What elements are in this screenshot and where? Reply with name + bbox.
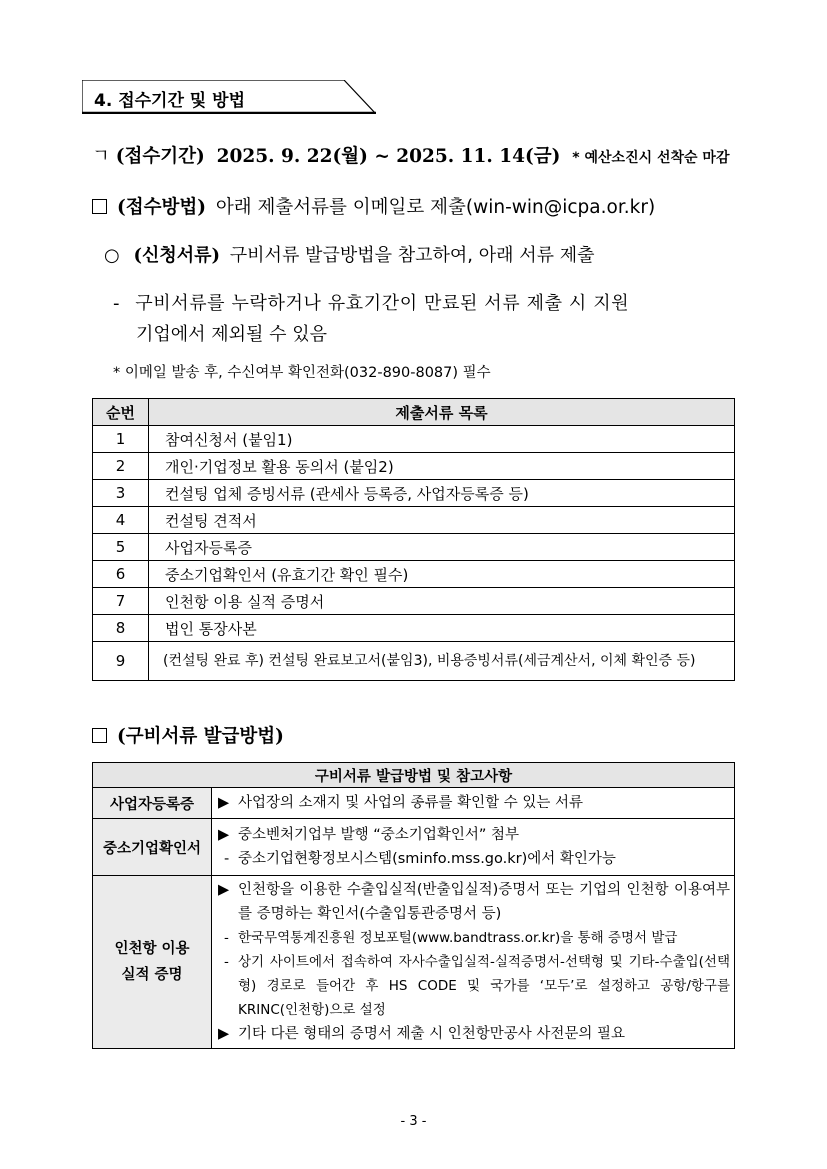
row-item: 컨설팅 업체 증빙서류 (관세사 등록증, 사업자등록증 등) [149, 480, 735, 507]
warning-line-1 [113, 289, 629, 315]
table-row [93, 453, 735, 480]
apply-docs-line [104, 241, 594, 267]
row-item: 중소기업확인서 (유효기간 확인 필수) [149, 561, 735, 588]
list-item [218, 878, 730, 926]
list-item [218, 926, 730, 950]
list-item-text: 상기 사이트에서 접속하여 자사수출입실적-실적증명서-선택형 및 기타-수출입(선택형) 경로로 들어간 후 HS CODE 및 국가를 ‘모두’로 설정하고 공항/항구를 KRINC(인천항)으로 설정 [238, 954, 730, 1018]
table-row [93, 788, 735, 819]
section-title: 4. 접수기간 및 방법 [94, 91, 245, 111]
triangle-bullet-icon: ▶ [218, 1026, 230, 1042]
table-row [93, 561, 735, 588]
method-text: 아래 제출서류를 이메일로 제출(win-win@icpa.or.kr) [215, 197, 656, 218]
row-no: 9 [93, 642, 149, 681]
row-content [212, 819, 735, 876]
section-header [82, 80, 376, 114]
table-row [93, 876, 735, 1049]
list-item-text: 사업장의 소재지 및 사업의 종류를 확인할 수 있는 서류 [238, 795, 584, 811]
row-no: 6 [93, 561, 149, 588]
row-item: 참여신청서 (붙임1) [149, 426, 735, 453]
row-item: 법인 통장사본 [149, 615, 735, 642]
list-item-text: 인천항을 이용한 수출입실적(반출입실적)증명서 또는 기업의 인천항 이용여부를 증명하는 확인서(수출입통관증명서 등) [238, 882, 730, 922]
period-dates: 2025. 9. 22(월) ~ 2025. 11. 14(금) [216, 146, 561, 167]
table-row [93, 480, 735, 507]
row-label: 사업자등록증 [93, 788, 212, 819]
row-item: (컨설팅 완료 후) 컨설팅 완료보고서(붙임3), 비용증빙서류(세금계산서, 이체 확인증 등) [149, 642, 735, 681]
table-row [93, 615, 735, 642]
row-label-line1: 인천항 이용 [114, 941, 190, 957]
list-item-text: 중소벤처기업부 발행 “중소기업확인서” 첨부 [238, 827, 519, 843]
issue-method-label: (구비서류 발급방법) [117, 726, 284, 747]
documents-table [92, 398, 735, 681]
list-item-text: 기타 다른 형태의 증명서 제출 시 인천항만공사 사전문의 필요 [238, 1026, 626, 1042]
list-item-text: 중소기업현황정보시스템(sminfo.mss.go.kr)에서 확인가능 [238, 851, 616, 867]
apply-docs-label: (신청서류) [133, 245, 221, 266]
page-number: - 3 - [400, 1114, 427, 1129]
table-row [93, 588, 735, 615]
period-bullet: ㄱ [92, 146, 110, 167]
issue-method-table [92, 762, 735, 1049]
method-line [92, 193, 655, 219]
period-line [92, 142, 729, 168]
issue-method-heading [92, 722, 284, 748]
table-row [93, 534, 735, 561]
table-header-row [93, 763, 735, 788]
checkbox-square-icon [92, 199, 107, 214]
period-note: * 예산소진시 선착순 마감 [572, 150, 730, 166]
triangle-bullet-icon: ▶ [218, 882, 230, 898]
row-no: 3 [93, 480, 149, 507]
row-item: 개인·기업정보 활용 동의서 (붙임2) [149, 453, 735, 480]
row-no: 7 [93, 588, 149, 615]
dash-bullet: - [224, 954, 229, 970]
row-no: 1 [93, 426, 149, 453]
table-row [93, 819, 735, 876]
dash-bullet: - [224, 851, 230, 867]
list-item [218, 823, 730, 847]
list-item-text: 한국무역통계진흥원 정보포털(www.bandtrass.or.kr)을 통해 증명서 발급 [238, 930, 678, 946]
row-content [212, 876, 735, 1049]
list-item [218, 950, 730, 1022]
row-no: 8 [93, 615, 149, 642]
table-row [93, 642, 735, 681]
dash-bullet: - [224, 930, 229, 946]
header-no: 순번 [93, 399, 149, 426]
warning-text-2: 기업에서 제외될 수 있음 [136, 324, 328, 345]
row-no: 5 [93, 534, 149, 561]
checkbox-square-icon [92, 728, 107, 743]
row-label [93, 876, 212, 1049]
warning-dash: - [113, 293, 120, 314]
row-label: 중소기업확인서 [93, 819, 212, 876]
table-header-row [93, 399, 735, 426]
table-row [93, 426, 735, 453]
table-row [93, 507, 735, 534]
method-label: (접수방법) [117, 197, 206, 218]
header-items: 제출서류 목록 [149, 399, 735, 426]
circle-bullet-icon: ○ [104, 245, 120, 266]
list-item [218, 791, 730, 815]
triangle-bullet-icon: ▶ [218, 795, 230, 811]
email-note: * 이메일 발송 후, 수신여부 확인전화(032-890-8087) 필수 [113, 365, 491, 381]
method-table-header: 구비서류 발급방법 및 참고사항 [93, 763, 735, 788]
row-item: 사업자등록증 [149, 534, 735, 561]
triangle-bullet-icon: ▶ [218, 827, 230, 843]
row-item: 인천항 이용 실적 증명서 [149, 588, 735, 615]
list-item [218, 847, 730, 871]
row-no: 4 [93, 507, 149, 534]
period-label: (접수기간) [115, 146, 205, 167]
warning-text-1: 구비서류를 누락하거나 유효기간이 만료된 서류 제출 시 지원 [135, 293, 630, 314]
row-item: 컨설팅 견적서 [149, 507, 735, 534]
row-content [212, 788, 735, 819]
row-no: 2 [93, 453, 149, 480]
list-item [218, 1022, 730, 1046]
row-label-line2: 실적 증명 [121, 967, 183, 983]
apply-docs-text: 구비서류 발급방법을 참고하여, 아래 서류 제출 [229, 245, 595, 266]
